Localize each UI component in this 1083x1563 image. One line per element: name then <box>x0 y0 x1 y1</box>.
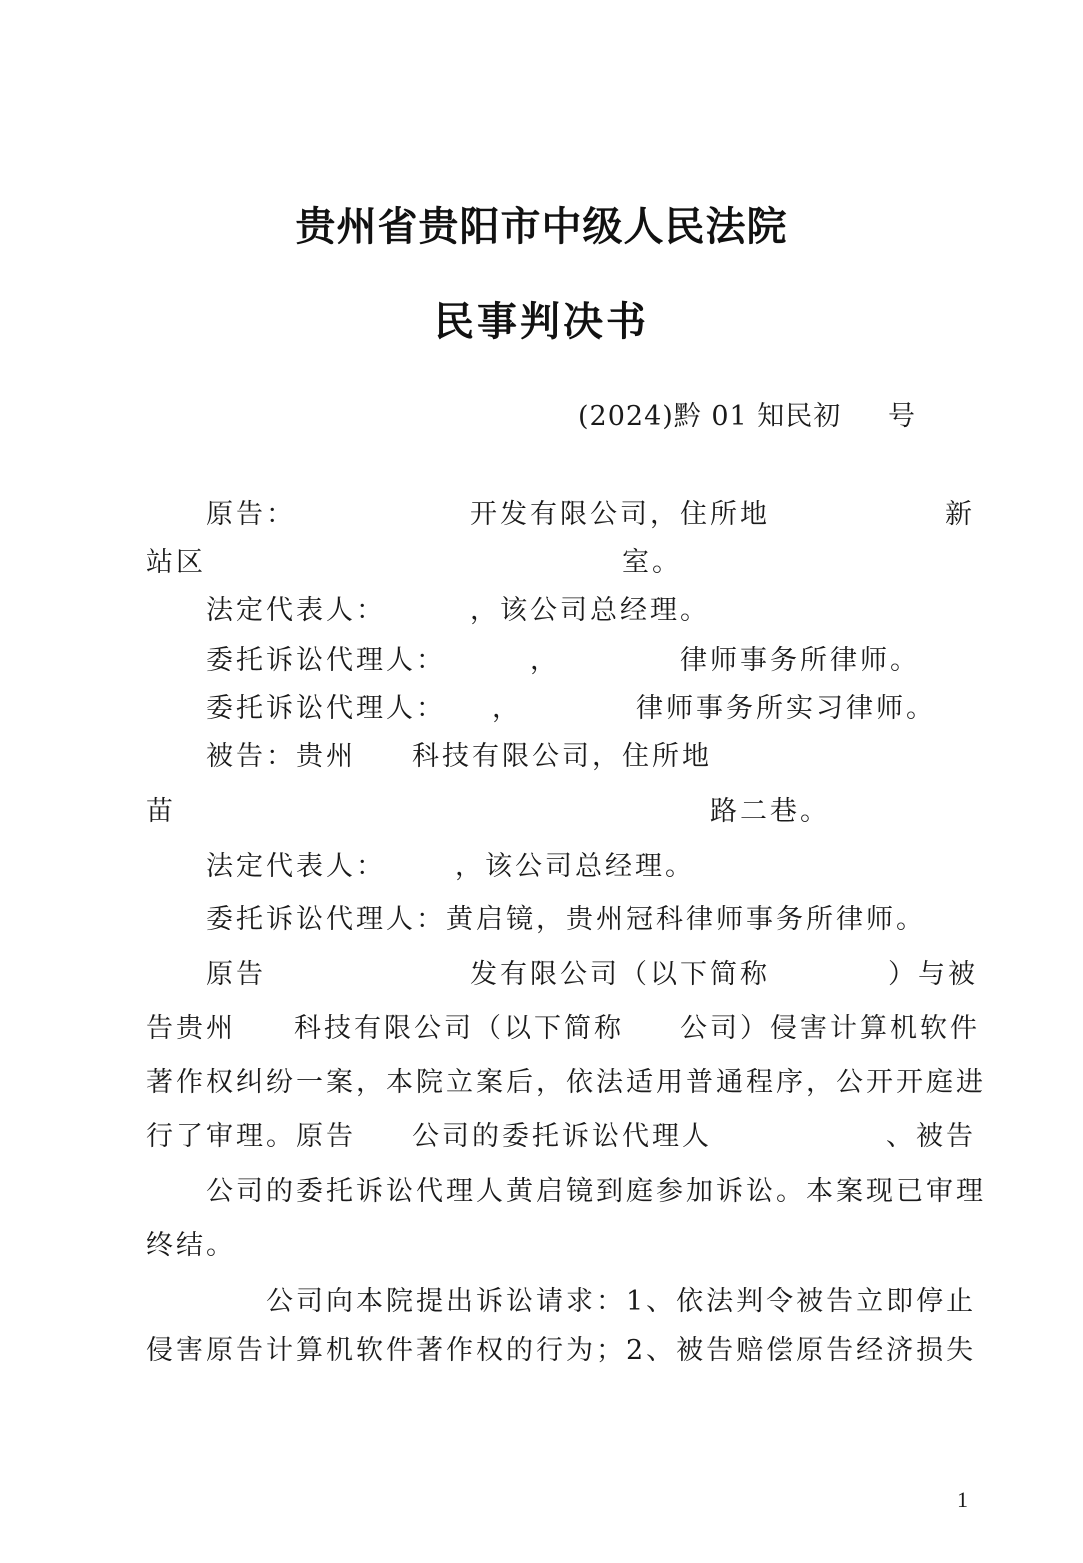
court-name-heading: 贵州省贵阳市中级人民法院 <box>295 204 788 250</box>
defendant-agent: 委托诉讼代理人：黄启镜，贵州冠科律师事务所律师。 <box>206 904 926 935</box>
plaintiff-agent2-comma: ， <box>492 693 522 724</box>
case-intro-line6: 终结。 <box>146 1230 236 1261</box>
case-intro-line2-a: 告贵州 <box>146 1013 236 1044</box>
defendant-company: 科技有限公司，住所地 <box>412 741 712 772</box>
case-intro-line4-b: 公司的委托诉讼代理人 <box>412 1121 712 1152</box>
case-intro-line2-b: 科技有限公司（以下简称 <box>294 1013 624 1044</box>
claims-line2: 侵害原告计算机软件著作权的行为；2、被告赔偿原告经济损失 <box>146 1335 977 1366</box>
plaintiff-company: 开发有限公司，住所地 <box>470 499 770 530</box>
case-intro-line1-b: 发有限公司（以下简称 <box>470 959 770 990</box>
defendant-legal-rep-title: ，该公司总经理。 <box>455 851 695 882</box>
case-intro-line1-a: 原告 <box>206 959 266 990</box>
page-number: 1 <box>957 1487 968 1512</box>
case-intro-line4-c: 、被告 <box>886 1121 976 1152</box>
case-intro-line5: 公司的委托诉讼代理人黄启镜到庭参加诉讼。本案现已审理 <box>206 1176 986 1207</box>
plaintiff-address-part3: 室。 <box>622 547 682 578</box>
plaintiff-agent1-label: 委托诉讼代理人： <box>206 645 446 676</box>
plaintiff-legal-rep-label: 法定代表人： <box>206 595 386 626</box>
case-number: (2024)黔 01 知民初 <box>578 401 842 432</box>
plaintiff-label: 原告： <box>206 499 296 530</box>
plaintiff-address-part1: 新 <box>945 499 975 530</box>
case-intro-line3: 著作权纠纷一案，本院立案后，依法适用普通程序，公开开庭进 <box>146 1067 986 1098</box>
defendant-address-part1: 苗 <box>146 796 176 827</box>
document-type-heading: 民事判决书 <box>434 299 649 345</box>
case-intro-line2-c: 公司）侵害计算机软件 <box>680 1013 980 1044</box>
defendant-legal-rep-label: 法定代表人： <box>206 851 386 882</box>
plaintiff-agent2-firm: 律师事务所实习律师。 <box>636 693 936 724</box>
case-number-suffix: 号 <box>888 401 918 432</box>
defendant-label: 被告：贵州 <box>206 741 356 772</box>
plaintiff-agent1-firm: 律师事务所律师。 <box>680 645 920 676</box>
claims-line1: 公司向本院提出诉讼请求：1、依法判令被告立即停止 <box>266 1286 977 1317</box>
case-intro-line1-c: ）与被 <box>888 959 978 990</box>
plaintiff-legal-rep-title: ，该公司总经理。 <box>470 595 710 626</box>
defendant-address-part2: 路二巷。 <box>710 796 830 827</box>
plaintiff-address-part2: 站区 <box>146 547 206 578</box>
case-intro-line4-a: 行了审理。原告 <box>146 1121 356 1152</box>
plaintiff-agent1-comma: ， <box>530 645 560 676</box>
plaintiff-agent2-label: 委托诉讼代理人： <box>206 693 446 724</box>
